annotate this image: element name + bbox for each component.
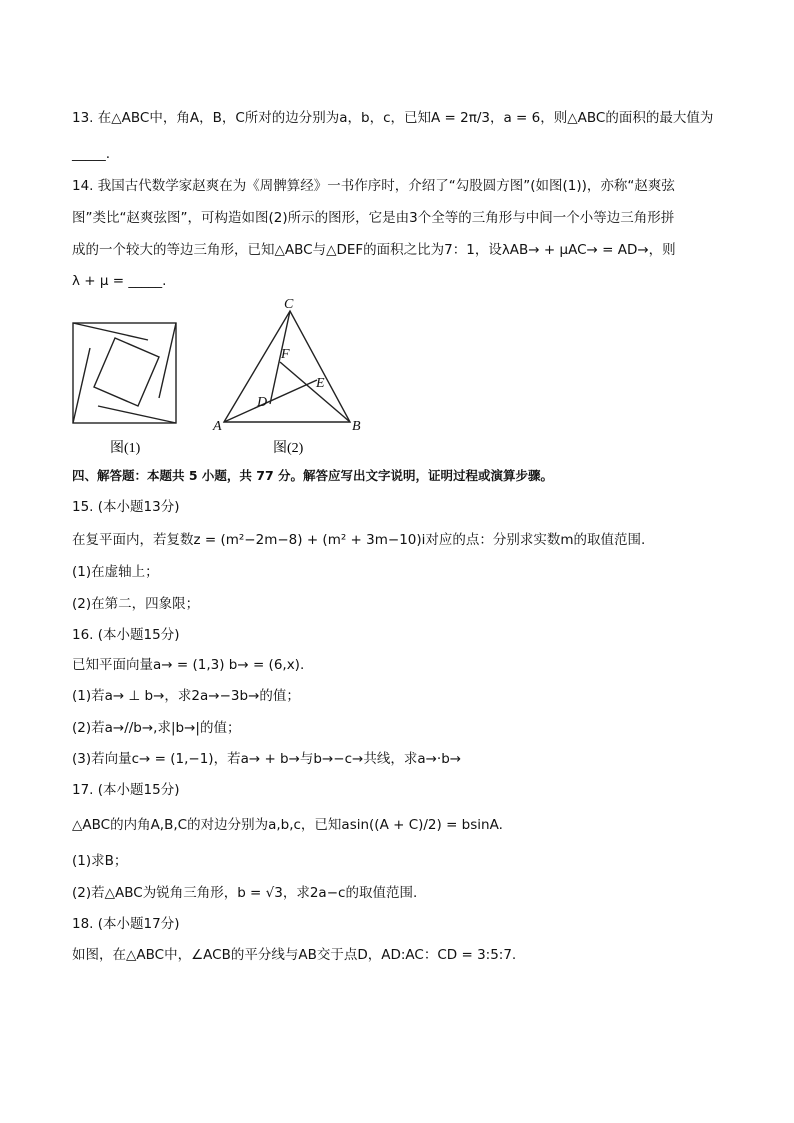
- q17-stem: △ABC的内角A,B,C的对边分别为a,b,c，已知asin((A + C)/2) = bsinA.: [72, 817, 503, 833]
- q16-part-1: (1)若a→ ⊥ b→，求2a→−3b→的值；: [72, 688, 300, 704]
- q16-part-3: (3)若向量c→ = (1,−1)，若a→ + b→与b→−c→共线，求a→·b→: [72, 751, 462, 767]
- label-C: C: [284, 297, 294, 312]
- q16-stem: 已知平面向量a→ = (1,3) b→ = (6,x).: [72, 657, 305, 673]
- q14-line-4: λ + μ = _____.: [72, 273, 167, 289]
- figure-2-triangle: [224, 311, 350, 422]
- q13-line-1: 13. 在△ABC中，角A，B，C所对的边分别为a，b，c，已知A = 2π/3，a = 6，则△ABC的面积的最大值为: [72, 110, 714, 126]
- q15-title: 15. (本小题13分): [72, 499, 180, 515]
- q15-part-2: (2)在第二，四象限；: [72, 596, 200, 612]
- q15-part-1: (1)在虚轴上；: [72, 564, 159, 580]
- figure-1-square: [73, 323, 176, 423]
- q18-stem: 如图，在△ABC中，∠ACB的平分线与AB交于点D，AD:AC：CD = 3:5:7.: [72, 947, 517, 963]
- label-E: E: [316, 376, 325, 391]
- label-D: D: [257, 395, 268, 410]
- section-4-heading: 四、解答题：本题共 5 小题，共 77 分。解答应写出文字说明，证明过程或演算步骤。: [72, 468, 554, 483]
- q14-line-2: 图”类比“赵爽弦图”，可构造如图(2)所示的图形，它是由3个全等的三角形与中间一个小等边三角形拼: [72, 210, 675, 226]
- q17-part-2: (2)若△ABC为锐角三角形，b = √3，求2a−c的取值范围.: [72, 885, 418, 901]
- label-B: B: [352, 419, 361, 434]
- q14-line-3: 成的一个较大的等边三角形，已知△ABC与△DEF的面积之比为7：1，设λAB→ + μAC→ = AD→，则: [72, 242, 676, 258]
- q15-stem: 在复平面内，若复数z = (m²−2m−8) + (m² + 3m−10)i对应的点：分别求实数m的取值范围.: [72, 532, 646, 548]
- q16-part-2: (2)若a→//b→,求|b→|的值；: [72, 720, 241, 736]
- q14-line-1: 14. 我国古代数学家赵爽在为《周髀算经》一书作序时，介绍了“勾股圆方图”(如图(1))，亦称“赵爽弦: [72, 178, 675, 194]
- figure-2-caption: 图(2): [273, 441, 304, 456]
- q17-title: 17. (本小题15分): [72, 782, 180, 798]
- q13-line-2: _____.: [72, 146, 111, 162]
- q16-title: 16. (本小题15分): [72, 627, 180, 643]
- label-A: A: [213, 419, 222, 434]
- figures-svg: [0, 0, 794, 470]
- q17-part-1: (1)求B；: [72, 853, 128, 869]
- figure-1-caption: 图(1): [110, 441, 141, 456]
- label-F: F: [281, 347, 290, 362]
- q18-title: 18. (本小题17分): [72, 916, 180, 932]
